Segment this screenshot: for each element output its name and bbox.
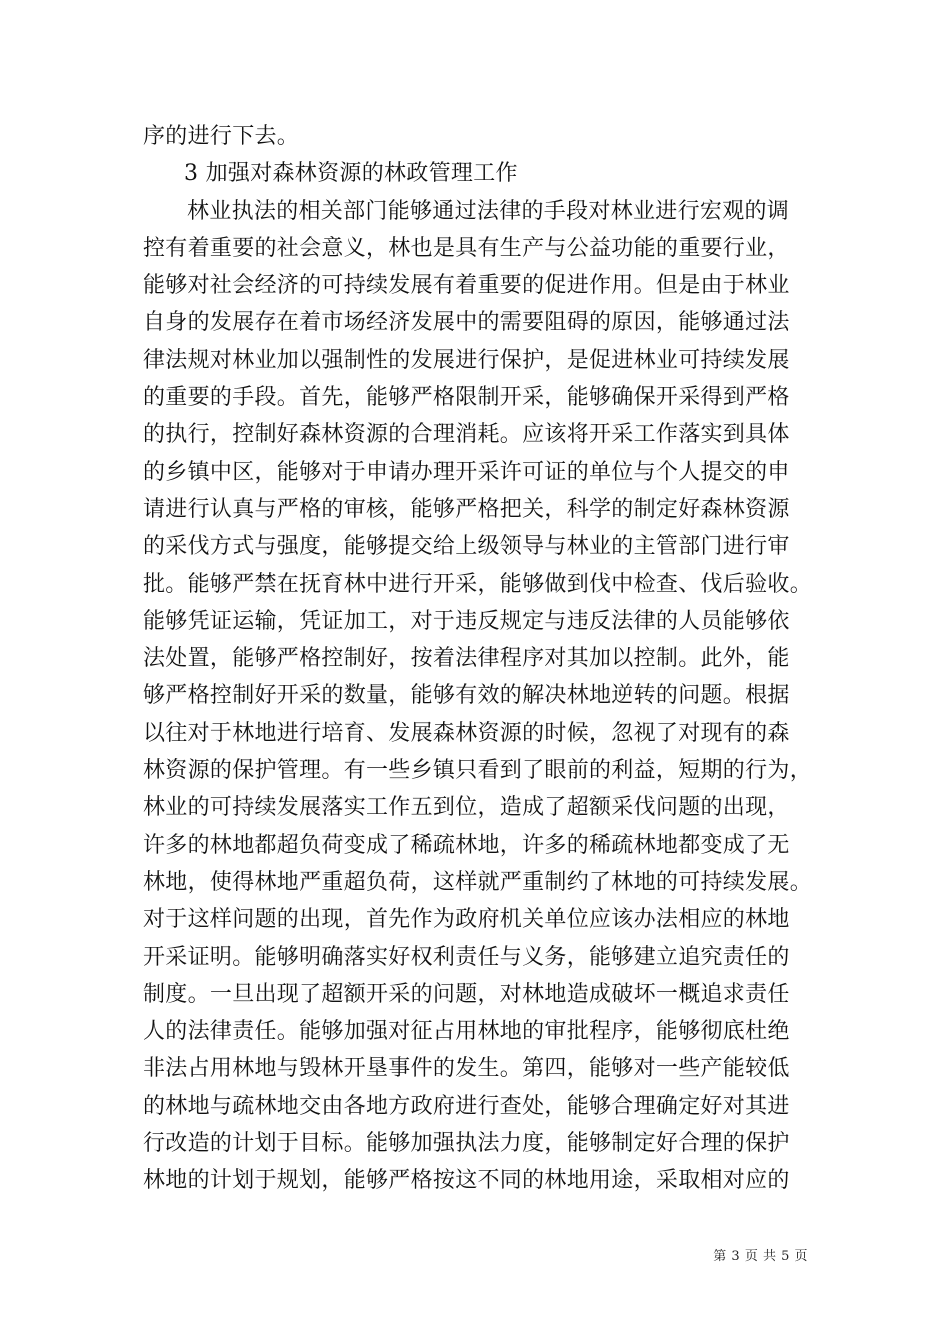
text-line: 人的法律责任。能够加强对征占用林地的审批程序，能够彻底杜绝 <box>143 1019 790 1045</box>
text-line: 开采证明。能够明确落实好权利责任与义务，能够建立追究责任的 <box>143 944 790 970</box>
text-line: 律法规对林业加以强制性的发展进行保护，是促进林业可持续发展 <box>143 347 790 373</box>
text-line: 的林地与疏林地交由各地方政府进行查处，能够合理确定好对其进 <box>143 1093 790 1119</box>
text-line: 许多的林地都超负荷变成了稀疏林地，许多的稀疏林地都变成了无 <box>143 832 790 858</box>
text-line: 以往对于林地进行培育、发展森林资源的时候，忽视了对现有的森 <box>143 720 790 746</box>
text-line: 林业的可持续发展落实工作五到位，造成了超额采伐问题的出现， <box>143 795 790 821</box>
text-line: 林地，使得林地严重超负荷，这样就严重制约了林地的可持续发展。 <box>143 869 813 895</box>
text-line: 行改造的计划于目标。能够加强执法力度，能够制定好合理的保护 <box>143 1131 790 1157</box>
text-line: 能够凭证运输，凭证加工，对于违反规定与违反法律的人员能够依 <box>143 608 790 634</box>
text-line: 的乡镇中区，能够对于申请办理开采许可证的单位与个人提交的申 <box>143 459 790 485</box>
text-line: 法处置，能够严格控制好，按着法律程序对其加以控制。此外，能 <box>143 646 790 672</box>
text-line: 的执行，控制好森林资源的合理消耗。应该将开采工作落实到具体 <box>143 422 790 448</box>
text-line: 林业执法的相关部门能够通过法律的手段对林业进行宏观的调 <box>187 198 790 224</box>
text-line: 控有着重要的社会意义，林也是具有生产与公益功能的重要行业， <box>143 235 790 261</box>
body-text <box>143 118 813 1200</box>
text-line: 能够对社会经济的可持续发展有着重要的促进作用。但是由于林业 <box>143 273 790 299</box>
text-line: 对于这样问题的出现，首先作为政府机关单位应该办法相应的林地 <box>143 907 790 933</box>
text-line: 请进行认真与严格的审核，能够严格把关，科学的制定好森林资源 <box>143 496 790 522</box>
page-number-footer: 第 3 页 共 5 页 <box>713 1249 808 1264</box>
text-line: 序的进行下去。 <box>143 124 300 149</box>
text-line: 够严格控制好开采的数量，能够有效的解决林地逆转的问题。根据 <box>143 683 790 709</box>
text-line: 林资源的保护管理。有一些乡镇只看到了眼前的利益，短期的行为， <box>143 758 813 784</box>
text-line: 非法占用林地与毁林开垦事件的发生。第四，能够对一些产能较低 <box>143 1056 790 1082</box>
text-line: 的采伐方式与强度，能够提交给上级领导与林业的主管部门进行审 <box>143 534 790 560</box>
text-line: 制度。一旦出现了超额开采的问题，对林地造成破坏一概追求责任 <box>143 981 790 1007</box>
text-line: 批。能够严禁在抚育林中进行开采，能够做到伐中检查、伐后验收。 <box>143 571 813 597</box>
text-line: 林地的计划于规划，能够严格按这不同的林地用途，采取相对应的 <box>143 1168 790 1194</box>
section-heading: 3 加强对森林资源的林政管理工作 <box>184 161 518 187</box>
text-line: 的重要的手段。首先，能够严格限制开采，能够确保开采得到严格 <box>143 385 790 411</box>
text-line: 自身的发展存在着市场经济发展中的需要阻碍的原因，能够通过法 <box>143 310 790 336</box>
